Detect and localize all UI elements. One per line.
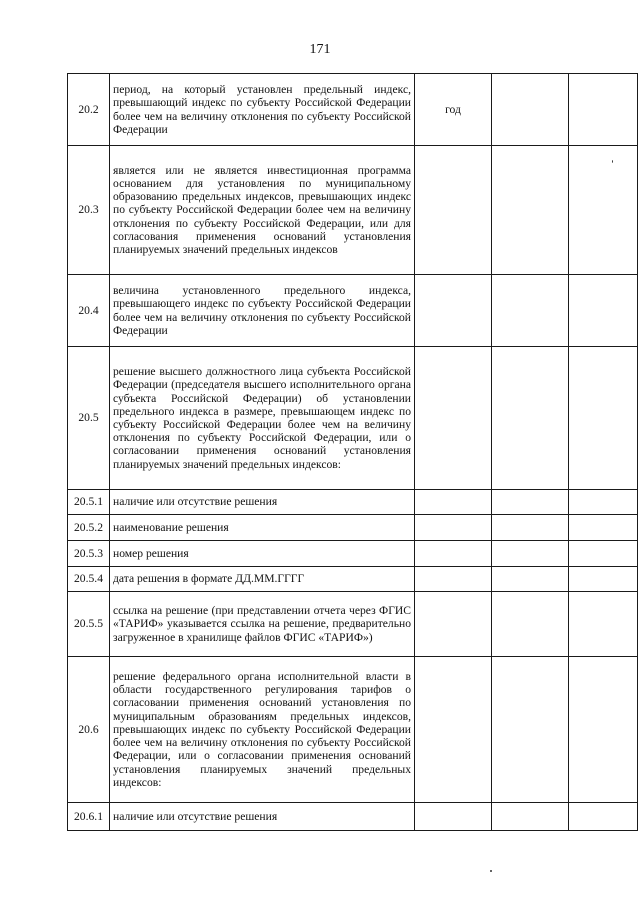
value-cell xyxy=(492,275,569,347)
row-number: 20.2 xyxy=(68,74,110,146)
value-cell xyxy=(492,803,569,831)
value-cell xyxy=(569,146,638,275)
row-number: 20.5.1 xyxy=(68,490,110,515)
row-number: 20.3 xyxy=(68,146,110,275)
row-number: 20.5.2 xyxy=(68,515,110,541)
table-row xyxy=(68,74,638,146)
row-unit xyxy=(415,515,492,541)
table-row xyxy=(68,567,638,592)
row-description: ссылка на решение (при представлении отчета через ФГИС «ТАРИФ» указывается ссылка на решение, предварительно загруженное в хранилище файлов ФГИС «ТАРИФ») xyxy=(110,592,415,657)
row-description: дата решения в формате ДД.ММ.ГГГГ xyxy=(110,567,415,592)
value-cell xyxy=(492,657,569,803)
table-row xyxy=(68,592,638,657)
row-number: 20.6.1 xyxy=(68,803,110,831)
table-row xyxy=(68,275,638,347)
row-description: период, на который установлен предельный индекс, превышающий индекс по субъекту Российской Федерации более чем на величину отклонения по субъекту Российской Федерации xyxy=(110,74,415,146)
value-cell xyxy=(569,803,638,831)
row-number: 20.5 xyxy=(68,347,110,490)
indicator-table xyxy=(67,73,638,831)
table-row xyxy=(68,347,638,490)
value-cell xyxy=(492,515,569,541)
value-cell xyxy=(492,146,569,275)
value-cell xyxy=(492,567,569,592)
table-row xyxy=(68,515,638,541)
value-cell xyxy=(492,541,569,567)
row-unit xyxy=(415,490,492,515)
row-unit xyxy=(415,592,492,657)
value-cell xyxy=(492,490,569,515)
value-cell xyxy=(569,515,638,541)
row-description: решение высшего должностного лица субъекта Российской Федерации (председателя высшего исполнительного органа субъекта Российской Федерации) об установлении предельного индекса в размере, превышающем индекс по субъекту Российской Федерации более чем на величину отклонения по субъекту Российской Федерации, или о согласовании применения оснований установления планируемых значений предельных индексов: xyxy=(110,347,415,490)
row-description: наименование решения xyxy=(110,515,415,541)
row-number: 20.4 xyxy=(68,275,110,347)
row-number: 20.6 xyxy=(68,657,110,803)
value-cell xyxy=(569,592,638,657)
table-row xyxy=(68,803,638,831)
row-unit xyxy=(415,567,492,592)
scan-speck xyxy=(612,160,613,163)
page-number: 171 xyxy=(309,42,331,57)
value-cell xyxy=(492,592,569,657)
value-cell xyxy=(569,541,638,567)
value-cell xyxy=(569,74,638,146)
row-unit xyxy=(415,347,492,490)
value-cell xyxy=(569,567,638,592)
row-description: решение федерального органа исполнительной власти в области государственного регулирования тарифов о согласовании применения оснований установления по муниципальным образованиям предельных индексов, превышающих индекс по субъекту Российской Федерации более чем на величину отклонения по субъекту Российской Федерации, или о согласовании применения оснований установления планируемых значений предельных индексов: xyxy=(110,657,415,803)
row-description: является или не является инвестиционная программа основанием для установления по муниципальному образованию предельных индексов, превышающих индекс по субъекту Российской Федерации более чем на величину отклонения по субъекту Российской Федерации, или для согласования применения оснований установления планируемых значений предельных индексов xyxy=(110,146,415,275)
table-row xyxy=(68,490,638,515)
row-unit xyxy=(415,275,492,347)
row-number: 20.5.4 xyxy=(68,567,110,592)
table-row xyxy=(68,541,638,567)
row-description: величина установленного предельного индекса, превышающего индекс по субъекту Российской Федерации более чем на величину отклонения по субъекту Российской Федерации xyxy=(110,275,415,347)
value-cell xyxy=(492,347,569,490)
row-number: 20.5.3 xyxy=(68,541,110,567)
row-number: 20.5.5 xyxy=(68,592,110,657)
value-cell xyxy=(569,275,638,347)
table-row xyxy=(68,657,638,803)
value-cell xyxy=(492,74,569,146)
row-unit xyxy=(415,541,492,567)
table-row xyxy=(68,146,638,275)
row-unit xyxy=(415,146,492,275)
value-cell xyxy=(569,490,638,515)
row-unit xyxy=(415,657,492,803)
row-description: наличие или отсутствие решения xyxy=(110,803,415,831)
value-cell xyxy=(569,347,638,490)
scan-speck xyxy=(490,870,492,872)
row-description: номер решения xyxy=(110,541,415,567)
row-unit: год xyxy=(415,74,492,146)
row-description: наличие или отсутствие решения xyxy=(110,490,415,515)
value-cell xyxy=(569,657,638,803)
row-unit xyxy=(415,803,492,831)
